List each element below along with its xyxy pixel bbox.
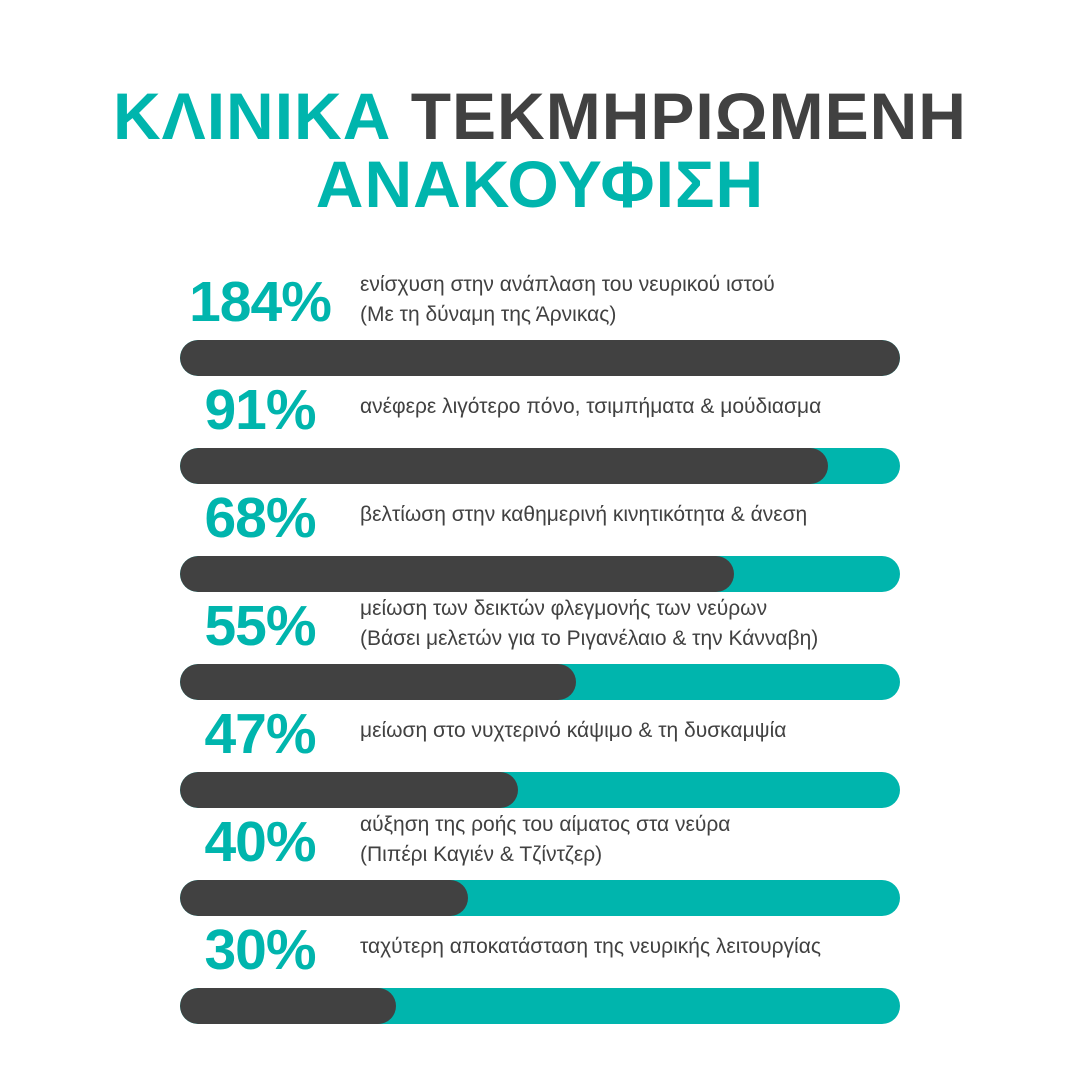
value-label: 91% — [204, 378, 316, 442]
category-label-line: (Πιπέρι Καγιέν & Τζίντζερ) — [360, 843, 603, 866]
category-label — [360, 594, 920, 654]
bar-track — [180, 340, 900, 376]
bar-row — [0, 378, 1080, 486]
bar-row — [0, 594, 1080, 702]
bar-row — [0, 702, 1080, 810]
title-accent-word: ΚΛΙΝΙΚΑ — [113, 79, 392, 153]
category-label-line: ταχύτερη αποκατάσταση της νευρικής λειτουργίας — [360, 935, 821, 958]
category-label — [360, 810, 920, 870]
value-label: 68% — [204, 486, 316, 550]
category-label-line: (Με τη δύναμη της Άρνικας) — [360, 303, 617, 326]
category-label — [360, 270, 920, 330]
bar-fill — [180, 448, 828, 484]
bar-fill — [180, 556, 734, 592]
category-label — [360, 500, 920, 530]
value-label: 40% — [204, 810, 316, 874]
bar-track — [180, 448, 900, 484]
category-label-line: ανέφερε λιγότερο πόνο, τσιμπήματα & μούδιασμα — [360, 395, 822, 418]
bar-track — [180, 772, 900, 808]
bar-row — [0, 486, 1080, 594]
category-label — [360, 932, 920, 962]
bar-track — [180, 664, 900, 700]
bar-row — [0, 270, 1080, 378]
category-label-line: μείωση στο νυχτερινό κάψιμο & τη δυσκαμψία — [360, 719, 787, 742]
bar-row — [0, 918, 1080, 1026]
page-title-line-2: ΑΝΑΚΟΥΦΙΣΗ — [315, 147, 765, 221]
value-label: 47% — [204, 702, 316, 766]
category-label-line: ενίσχυση στην ανάπλαση του νευρικού ιστού — [360, 273, 775, 296]
category-label — [360, 392, 920, 422]
value-label: 55% — [204, 594, 316, 658]
category-label-line: (Βάσει μελετών για το Ριγανέλαιο & την Κάνναβη) — [360, 627, 819, 650]
value-label: 184% — [189, 270, 331, 334]
bar-track — [180, 988, 900, 1024]
bar-fill — [180, 340, 900, 376]
category-label-line: αύξηση της ροής του αίματος στα νεύρα — [360, 813, 731, 836]
bar-track — [180, 556, 900, 592]
bar-fill — [180, 988, 396, 1024]
value-label: 30% — [204, 918, 316, 982]
bar-track — [180, 880, 900, 916]
bar-fill — [180, 664, 576, 700]
bar-row — [0, 810, 1080, 918]
title-dark-word: ΤΕΚΜΗΡΙΩΜΕΝΗ — [410, 79, 967, 153]
bar-fill — [180, 772, 518, 808]
category-label-line: μείωση των δεικτών φλεγμονής των νεύρων — [360, 597, 768, 620]
bar-fill — [180, 880, 468, 916]
category-label — [360, 716, 920, 746]
category-label-line: βελτίωση στην καθημερινή κινητικότητα & άνεση — [360, 503, 808, 526]
